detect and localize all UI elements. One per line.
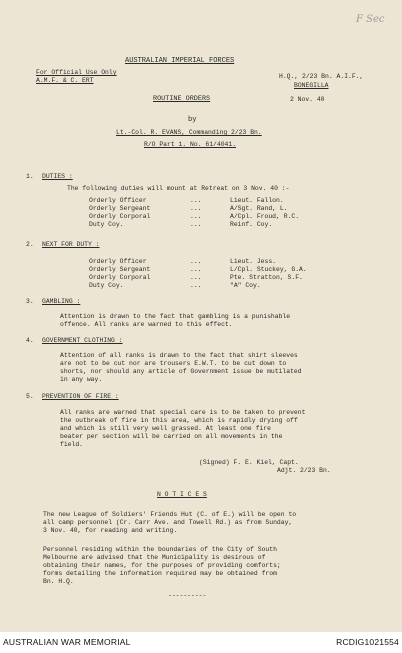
signature-line: (Signed) F. E. Kiel, Capt. xyxy=(199,459,299,466)
duty-dots: ... xyxy=(190,274,202,281)
duty-role: Orderly Officer xyxy=(89,197,147,204)
commanding-officer: Lt.-Col. R. EVANS, Commanding 2/23 Bn. xyxy=(116,129,262,136)
duty-role: Duty Coy. xyxy=(89,221,124,228)
section-number: 5. xyxy=(26,393,34,400)
duty-name: Pte. Stratton, S.F. xyxy=(230,274,303,281)
clothing-text: shorts, nor should any article of Government issue be mutilated xyxy=(60,368,302,375)
notice-text: all camp personnel (Cr. Carr Ave. and Towell Rd.) as from Sunday, xyxy=(43,519,293,526)
notice-text: obtaining their names, for the purposes of providing comforts; xyxy=(43,562,281,569)
clothing-text: are not to be cut nor are trousers E.W.T. to be cut down to xyxy=(60,360,287,367)
document-title: ROUTINE ORDERS xyxy=(153,95,211,103)
notice-text: Bn. H.Q. xyxy=(43,578,74,585)
duty-dots: ... xyxy=(190,221,202,228)
section-heading-gambling: GAMBLING : xyxy=(42,298,81,305)
duty-dots: ... xyxy=(190,282,202,289)
org-title: AUSTRALIAN IMPERIAL FORCES xyxy=(125,57,235,65)
fire-text: and which is still very well grassed. At least one fire xyxy=(60,425,271,432)
official-code: A.M.F. & C. ERT xyxy=(36,77,94,84)
footer-institution: AUSTRALIAN WAR MEMORIAL xyxy=(3,637,131,647)
fire-text: beater per section will be carried on all movements in the xyxy=(60,433,283,440)
duty-name: Reinf. Coy. xyxy=(230,221,273,228)
duty-role: Orderly Sergeant xyxy=(89,205,151,212)
notice-text: 3 Nov. 40, for reading and writing. xyxy=(43,527,178,534)
section-heading-next-for-duty: NEXT FOR DUTY : xyxy=(42,241,100,248)
notice-text: forms detailing the information required may be obtained from xyxy=(43,570,277,577)
duty-name: Lieut. Fallon. xyxy=(230,197,284,204)
notices-heading: N O T I C E S xyxy=(157,491,207,498)
fire-text: the outbreak of fire in this area, which is rapidly drying off xyxy=(60,417,298,424)
by-label: by xyxy=(188,116,197,124)
fire-text: field. xyxy=(60,441,84,448)
fire-text: All ranks are warned that special care is to be taken to prevent xyxy=(60,409,306,416)
section-number: 3. xyxy=(26,298,34,305)
section-number: 2. xyxy=(26,241,34,248)
duty-name: "A" Coy. xyxy=(230,282,261,289)
notice-text: Personnel residing within the boundaries of the City of South xyxy=(43,546,277,553)
duty-name: L/Cpl. Stuckey, G.A. xyxy=(230,266,307,273)
hq-location: BONEGILLA xyxy=(294,82,329,89)
notice-text: Melbourne are advised that the Municipality is desirous of xyxy=(43,554,266,561)
clothing-text: Attention of all ranks is drawn to the fact that shirt sleeves xyxy=(60,352,298,359)
duty-dots: ... xyxy=(190,205,202,212)
clothing-text: in any way. xyxy=(60,376,103,383)
duty-role: Orderly Corporal xyxy=(89,213,151,220)
ro-part-number: R/O Part 1. No. 61/4041. xyxy=(144,141,237,148)
archive-footer xyxy=(0,632,402,653)
duty-name: A/Sgt. Rand, L. xyxy=(230,205,288,212)
duty-role: Duty Coy. xyxy=(89,282,124,289)
duty-role: Orderly Officer xyxy=(89,258,147,265)
duty-dots: ... xyxy=(190,213,202,220)
section-heading-prevention-of-fire: PREVENTION OF FIRE : xyxy=(42,393,119,400)
duty-role: Orderly Corporal xyxy=(89,274,151,281)
duty-dots: ... xyxy=(190,258,202,265)
duty-role: Orderly Sergeant xyxy=(89,266,151,273)
duties-intro: The following duties will mount at Retreat on 3 Nov. 40 :- xyxy=(67,185,290,192)
section-number: 1. xyxy=(26,173,34,180)
section-heading-duties: DUTIES : xyxy=(42,173,73,180)
official-use-label: For Official Use Only xyxy=(36,69,117,76)
handwritten-note: F Sec xyxy=(356,14,385,25)
gambling-text: offence. All ranks are warned to this effect. xyxy=(60,321,233,328)
duty-name: Lieut. Jess. xyxy=(230,258,277,265)
duty-dots: ... xyxy=(190,197,202,204)
gambling-text: Attention is drawn to the fact that gambling is a punishable xyxy=(60,313,291,320)
notice-text: The new League of Soldiers' Friends Hut (C. of E.) will be open to xyxy=(43,511,297,518)
duty-name: A/Cpl. Froud, R.C. xyxy=(230,213,300,220)
duty-dots: ... xyxy=(190,266,202,273)
section-number: 4. xyxy=(26,337,34,344)
section-heading-government-clothing: GOVERNMENT CLOTHING : xyxy=(42,337,123,344)
signature-title: Adjt. 2/23 Bn. xyxy=(277,467,331,474)
footer-record-id: RCDIG1021554 xyxy=(336,637,399,647)
end-rule: ---------- xyxy=(168,592,207,599)
document-date: 2 Nov. 40 xyxy=(290,96,325,103)
hq-line: H.Q., 2/23 Bn. A.I.F., xyxy=(279,73,364,80)
